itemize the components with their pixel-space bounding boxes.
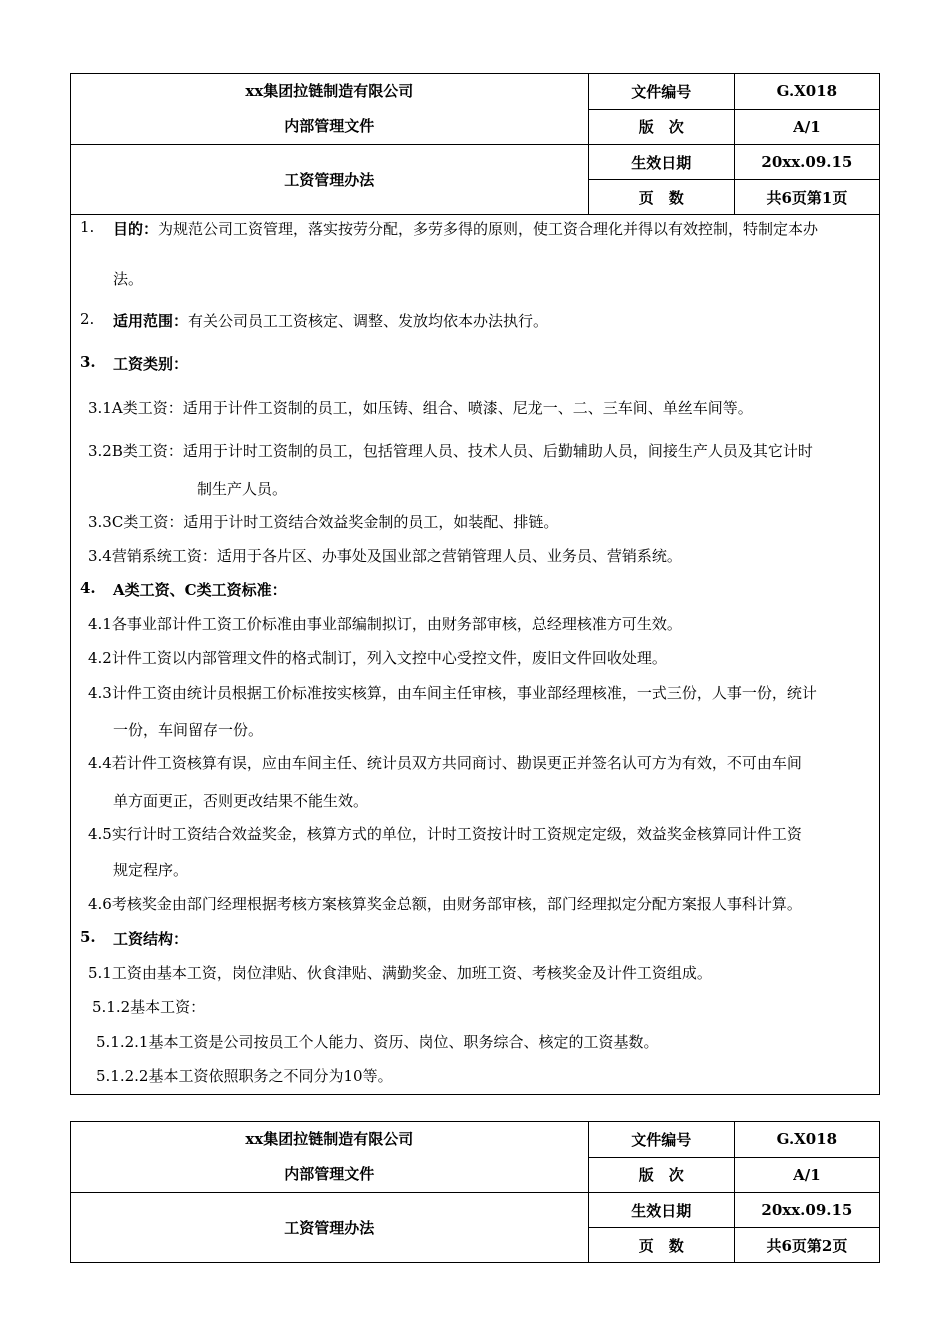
effective-date-label: 生效日期 bbox=[588, 145, 734, 180]
section-number: 5. bbox=[80, 928, 96, 946]
section-number: 3. bbox=[80, 353, 96, 371]
pages-label: 页 数 bbox=[588, 180, 734, 215]
version-value: A/1 bbox=[734, 109, 879, 145]
pages-value: 共6页第1页 bbox=[734, 180, 879, 215]
section-heading: 工资结构： bbox=[113, 930, 189, 948]
item-4-6: 4.6考核奖金由部门经理根据考核方案核算奖金总额，由财务部审核，部门经理拟定分配方案报人事科计算。 bbox=[88, 895, 802, 913]
section-number: 1. bbox=[80, 218, 95, 236]
doc-no-value: G.X018 bbox=[734, 74, 879, 110]
section-heading: 工资类别： bbox=[113, 355, 189, 373]
pages-value: 共6页第2页 bbox=[734, 1228, 879, 1263]
section-number: 2. bbox=[80, 310, 95, 328]
section-1-line2: 法。 bbox=[113, 270, 144, 288]
pages-label: 页 数 bbox=[588, 1228, 734, 1263]
section-heading: A类工资、C类工资标准： bbox=[113, 581, 287, 599]
doc-title: 工资管理办法 bbox=[71, 145, 589, 215]
effective-date-value: 20xx.09.15 bbox=[734, 1193, 879, 1228]
item-3-4: 3.4营销系统工资：适用于各片区、办事处及国业部之营销管理人员、业务员、营销系统。 bbox=[88, 547, 682, 565]
item-4-5-line2: 规定程序。 bbox=[113, 861, 189, 879]
item-5-1: 5.1工资由基本工资，岗位津贴、伙食津贴、满勤奖金、加班工资、考核奖金及计件工资组成。 bbox=[88, 964, 712, 982]
doc-type: 内部管理文件 bbox=[284, 117, 375, 135]
version-label: 版 次 bbox=[588, 1157, 734, 1193]
item-5-1-2-2: 5.1.2.2基本工资依照职务之不同分为10等。 bbox=[96, 1067, 393, 1085]
effective-date-label: 生效日期 bbox=[588, 1193, 734, 1228]
item-4-5-line1: 4.5实行计时工资结合效益奖金，核算方式的单位，计时工资按计时工资规定定级，效益奖金核算同计件工资 bbox=[88, 825, 802, 843]
company-name: xx集团拉链制造有限公司 bbox=[245, 82, 414, 100]
doc-no-label: 文件编号 bbox=[588, 74, 734, 110]
item-3-1: 3.1A类工资：适用于计件工资制的员工，如压铸、组合、喷漆、尼龙一、二、三车间、单丝车间等。 bbox=[88, 399, 753, 417]
company-name: xx集团拉链制造有限公司 bbox=[245, 1130, 414, 1148]
version-label: 版 次 bbox=[588, 109, 734, 145]
item-4-3-line1: 4.3计件工资由统计员根据工价标准按实核算，由车间主任审核，事业部经理核准，一式三份，人事一份，统计 bbox=[88, 684, 817, 702]
item-4-1: 4.1各事业部计件工资工价标准由事业部编制拟订，由财务部审核，总经理核准方可生效。 bbox=[88, 615, 682, 633]
section-text: 为规范公司工资管理，落实按劳分配，多劳多得的原则，使工资合理化并得以有效控制，特制定本办 bbox=[158, 220, 819, 238]
item-5-1-2-1: 5.1.2.1基本工资是公司按员工个人能力、资历、岗位、职务综合、核定的工资基数。 bbox=[96, 1033, 659, 1051]
version-value: A/1 bbox=[734, 1157, 879, 1193]
item-4-3-line2: 一份，车间留存一份。 bbox=[113, 721, 264, 739]
section-heading: 目的： bbox=[113, 220, 159, 238]
page1-header-table bbox=[70, 73, 880, 215]
page2-header-table bbox=[70, 1121, 880, 1263]
section-number: 4. bbox=[80, 579, 96, 597]
item-3-3: 3.3C类工资：适用于计时工资结合效益奖金制的员工，如装配、排链。 bbox=[88, 513, 559, 531]
item-3-2-line2: 制生产人员。 bbox=[197, 480, 288, 498]
doc-title: 工资管理办法 bbox=[71, 1193, 589, 1263]
effective-date-value: 20xx.09.15 bbox=[734, 145, 879, 180]
doc-no-value: G.X018 bbox=[734, 1122, 879, 1158]
company-cell bbox=[71, 1122, 589, 1193]
section-text: 有关公司员工工资核定、调整、发放均依本办法执行。 bbox=[188, 312, 549, 330]
item-5-1-2: 5.1.2基本工资： bbox=[92, 998, 206, 1016]
item-4-4-line2: 单方面更正，否则更改结果不能生效。 bbox=[113, 792, 369, 810]
item-3-2-line1: 3.2B类工资：适用于计时工资制的员工，包括管理人员、技术人员、后勤辅助人员，间接生产人员及其它计时 bbox=[88, 442, 813, 460]
doc-type: 内部管理文件 bbox=[284, 1165, 375, 1183]
company-cell bbox=[71, 74, 589, 145]
section-heading: 适用范围： bbox=[113, 312, 189, 330]
section-1-line1 bbox=[113, 218, 818, 239]
item-4-4-line1: 4.4若计件工资核算有误，应由车间主任、统计员双方共同商讨、勘误更正并签名认可方为有效，不可由车间 bbox=[88, 754, 802, 772]
section-2-line bbox=[113, 310, 548, 331]
item-4-2: 4.2计件工资以内部管理文件的格式制订，列入文控中心受控文件，废旧文件回收处理。 bbox=[88, 649, 667, 667]
doc-no-label: 文件编号 bbox=[588, 1122, 734, 1158]
